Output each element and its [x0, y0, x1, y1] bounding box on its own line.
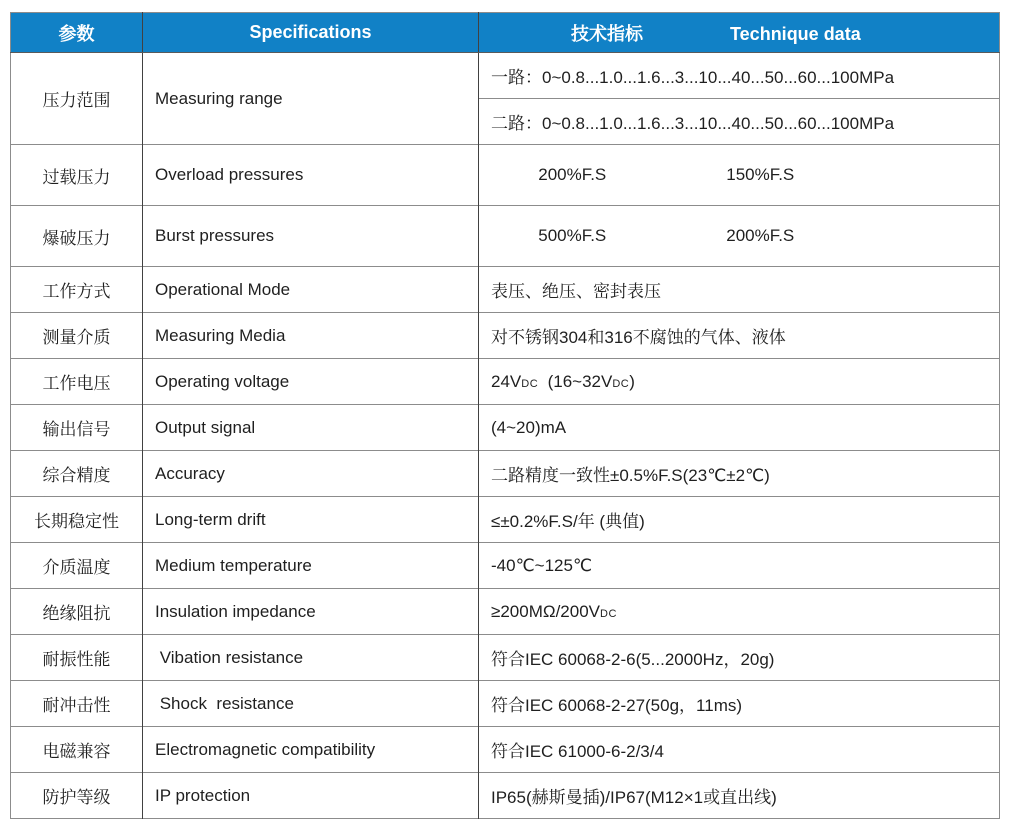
value-cell: 二路精度一致性±0.5%F.S(23℃±2℃)	[479, 451, 1000, 497]
table-header-row	[11, 13, 1000, 53]
specifications-table	[10, 12, 1000, 819]
param-cell: 长期稳定性	[11, 497, 143, 543]
table-row	[11, 313, 1000, 359]
spec-cell: Overload pressures	[143, 145, 479, 206]
table-row	[11, 267, 1000, 313]
header-param: 参数	[11, 13, 143, 53]
value-cell: 一路：0~0.8...1.0...1.6...3...10...40...50...60...100MPa	[479, 53, 1000, 99]
subscript-dc: DC	[612, 377, 630, 390]
value-cell	[479, 206, 1000, 267]
value-cell: 对不锈钢304和316不腐蚀的气体、液体	[479, 313, 1000, 359]
spec-cell: Accuracy	[143, 451, 479, 497]
spec-cell: Burst pressures	[143, 206, 479, 267]
param-cell: 耐振性能	[11, 635, 143, 681]
spec-cell: Operational Mode	[143, 267, 479, 313]
value-text: 24V	[491, 371, 522, 391]
value-cell: -40℃~125℃	[479, 543, 1000, 589]
value-cell: 表压、绝压、密封表压	[479, 267, 1000, 313]
header-technique-en-label: Technique data	[730, 23, 861, 44]
param-cell: 过载压力	[11, 145, 143, 206]
header-technique-data	[479, 13, 1000, 53]
table-row	[11, 543, 1000, 589]
table-row	[11, 405, 1000, 451]
subscript-dc: DC	[521, 377, 539, 390]
spec-cell: Output signal	[143, 405, 479, 451]
value-text: ≥200MΩ/200V	[491, 601, 600, 621]
table-row	[11, 145, 1000, 206]
param-cell: 测量介质	[11, 313, 143, 359]
table-row	[11, 359, 1000, 405]
value-cell: 二路：0~0.8...1.0...1.6...3...10...40...50...60...100MPa	[479, 99, 1000, 145]
param-cell: 防护等级	[11, 773, 143, 819]
value-cell: 符合IEC 60068-2-6(5...2000Hz，20g)	[479, 635, 1000, 681]
spec-cell: IP protection	[143, 773, 479, 819]
spec-cell: Electromagnetic compatibility	[143, 727, 479, 773]
param-cell: 压力范围	[11, 53, 143, 145]
value-part-2: 150%F.S	[726, 165, 795, 184]
param-cell: 爆破压力	[11, 206, 143, 267]
param-cell: 综合精度	[11, 451, 143, 497]
value-part-1: 500%F.S	[538, 226, 607, 245]
table-row	[11, 589, 1000, 635]
spec-cell: Long-term drift	[143, 497, 479, 543]
param-cell: 绝缘阻抗	[11, 589, 143, 635]
subscript-dc: DC	[600, 607, 617, 620]
table-row	[11, 206, 1000, 267]
spec-cell: Vibation resistance	[143, 635, 479, 681]
value-cell	[479, 589, 1000, 635]
spec-cell: Insulation impedance	[143, 589, 479, 635]
value-cell: 符合IEC 60068-2-27(50g，11ms)	[479, 681, 1000, 727]
value-part-1: 200%F.S	[538, 165, 607, 184]
spec-cell: Operating voltage	[143, 359, 479, 405]
spec-cell: Medium temperature	[143, 543, 479, 589]
value-cell: ≤±0.2%F.S/年 (典值)	[479, 497, 1000, 543]
table-row	[11, 727, 1000, 773]
value-text: (16~32V	[538, 371, 613, 391]
value-cell	[479, 359, 1000, 405]
table-row	[11, 681, 1000, 727]
value-cell: (4~20)mA	[479, 405, 1000, 451]
param-cell: 工作方式	[11, 267, 143, 313]
value-cell: IP65(赫斯曼插)/IP67(M12×1或直出线)	[479, 773, 1000, 819]
header-technique-cn-label: 技术指标	[571, 23, 643, 44]
value-part-2: 200%F.S	[726, 226, 795, 245]
table-row	[11, 53, 1000, 99]
table-row	[11, 497, 1000, 543]
spec-cell: Measuring range	[143, 53, 479, 145]
table-row	[11, 451, 1000, 497]
param-cell: 输出信号	[11, 405, 143, 451]
table-row	[11, 773, 1000, 819]
value-cell: 符合IEC 61000-6-2/3/4	[479, 727, 1000, 773]
param-cell: 耐冲击性	[11, 681, 143, 727]
value-text: )	[629, 371, 635, 391]
table-row	[11, 635, 1000, 681]
spec-cell: Shock resistance	[143, 681, 479, 727]
spec-cell: Measuring Media	[143, 313, 479, 359]
header-specifications: Specifications	[143, 13, 479, 53]
param-cell: 电磁兼容	[11, 727, 143, 773]
param-cell: 介质温度	[11, 543, 143, 589]
param-cell: 工作电压	[11, 359, 143, 405]
value-cell	[479, 145, 1000, 206]
